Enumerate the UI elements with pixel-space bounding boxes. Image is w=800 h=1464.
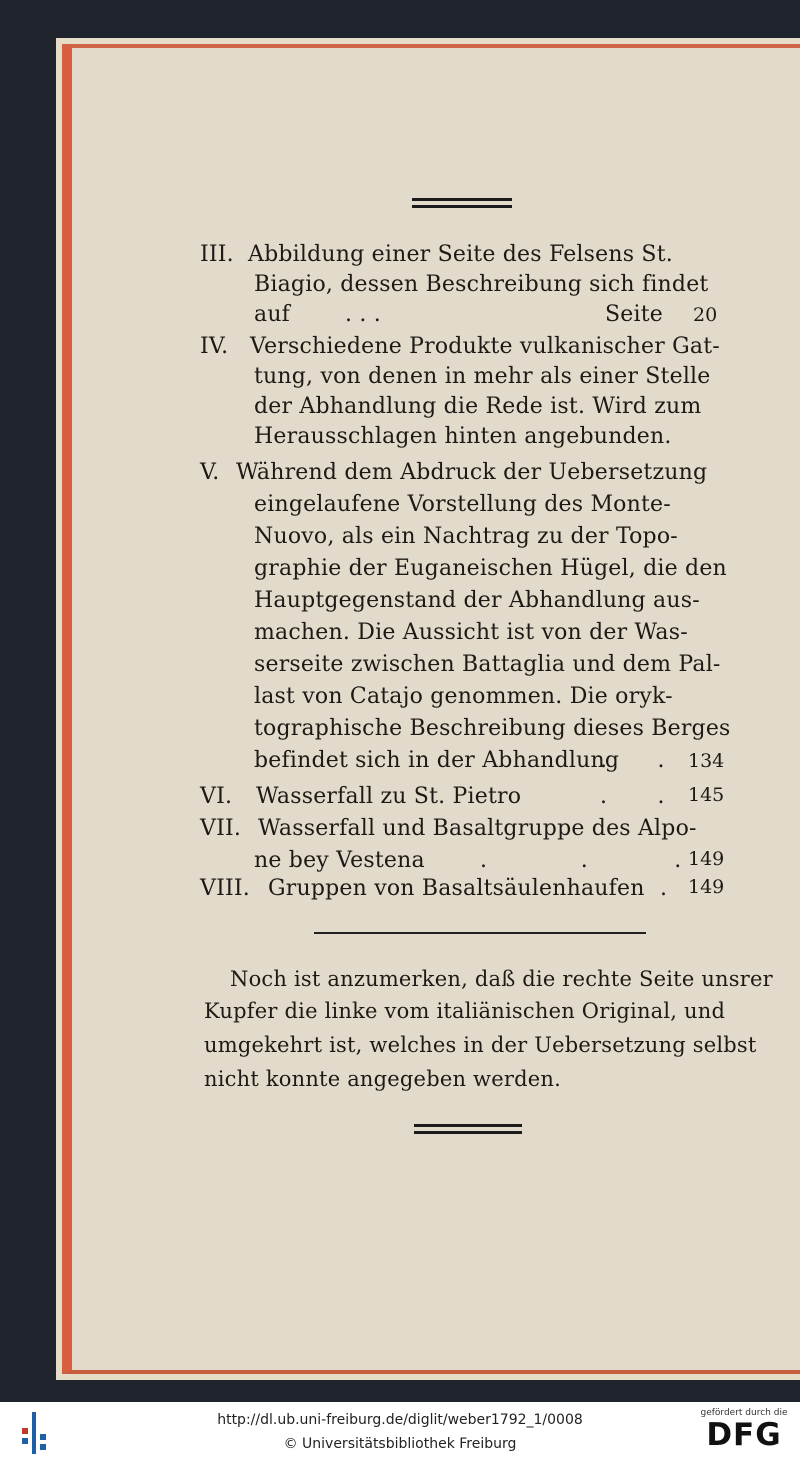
top-ornament-rule	[412, 198, 512, 208]
note-line: Kupfer die linke vom italiänischen Original, und	[204, 999, 726, 1023]
entry-text-line: Wasserfall und Basaltgruppe des Alpo-	[258, 816, 697, 841]
entry-number: III.	[200, 242, 234, 267]
dfg-funding-caption: gefördert durch die	[700, 1408, 788, 1418]
note-line: Noch ist anzumerken, daß die rechte Seite unsrer	[230, 967, 773, 991]
dot-leader: . . .	[345, 302, 381, 327]
entry-number: VII.	[200, 816, 242, 841]
entry-text-line: Nuovo, als ein Nachtrag zu der Topo-	[254, 524, 678, 549]
entry-text-line: last von Catajo genommen. Die oryk-	[254, 684, 673, 709]
page-number: 149	[688, 876, 725, 898]
seite-label: Seite	[605, 302, 663, 327]
entry-text-line: Gruppen von Basaltsäulenhaufen	[268, 876, 645, 901]
entry-number: VI.	[200, 784, 233, 809]
page-number: 145	[688, 784, 725, 806]
page-number: 20	[693, 304, 718, 326]
dot-leader: . .	[600, 748, 665, 773]
entry-text-line: auf	[254, 302, 291, 327]
dot-leader: . .	[600, 784, 665, 809]
entry-text-line: tographische Beschreibung dieses Berges	[254, 716, 731, 741]
note-line: nicht konnte angegeben werden.	[204, 1067, 561, 1091]
entry-text-line: Biagio, dessen Beschreibung sich findet	[254, 272, 709, 297]
entry-text-line: tung, von denen in mehr als einer Stelle	[254, 364, 711, 389]
bottom-ornament-rule	[414, 1124, 522, 1134]
viewer-footer	[0, 1402, 800, 1464]
entry-text-line: Herausschlagen hinten angebunden.	[254, 424, 672, 449]
entry-text-line: der Abhandlung die Rede ist. Wird zum	[254, 394, 702, 419]
document-url-link[interactable]: http://dl.ub.uni-freiburg.de/diglit/weber1792_1/0008	[217, 1412, 583, 1428]
entry-text-line: Hauptgegenstand der Abhandlung aus-	[254, 588, 700, 613]
entry-text-line: graphie der Euganeischen Hügel, die den	[254, 556, 727, 581]
dot-leader: . . .	[480, 848, 682, 873]
entry-text-line: serseite zwischen Battaglia und dem Pal-	[254, 652, 721, 677]
page-number: 149	[688, 848, 725, 870]
entry-text-line: Wasserfall zu St. Pietro	[256, 784, 522, 809]
entry-text-line: befindet sich in der Abhandlung	[254, 748, 620, 773]
entry-number: VIII.	[200, 876, 250, 901]
entry-text-line: Während dem Abdruck der Uebersetzung	[236, 460, 708, 485]
entry-text-line: eingelaufene Vorstellung des Monte-	[254, 492, 671, 517]
note-line: umgekehrt ist, welches in der Uebersetzung selbst	[204, 1033, 757, 1057]
dot-leader: .	[660, 876, 668, 901]
entry-number: V.	[200, 460, 220, 485]
separator-rule	[314, 932, 646, 934]
entry-number: IV.	[200, 334, 229, 359]
entry-text-line: Abbildung einer Seite des Felsens St.	[248, 242, 673, 267]
entry-text-line: Verschiedene Produkte vulkanischer Gat-	[250, 334, 720, 359]
entry-text-line: ne bey Vestena	[254, 848, 425, 873]
dfg-wordmark: DFG	[706, 1417, 782, 1453]
dfg-logo	[698, 1408, 790, 1452]
entry-text-line: machen. Die Aussicht ist von der Was-	[254, 620, 688, 645]
copyright-text: © Universitätsbibliothek Freiburg	[283, 1436, 517, 1452]
page-number: 134	[688, 750, 725, 772]
